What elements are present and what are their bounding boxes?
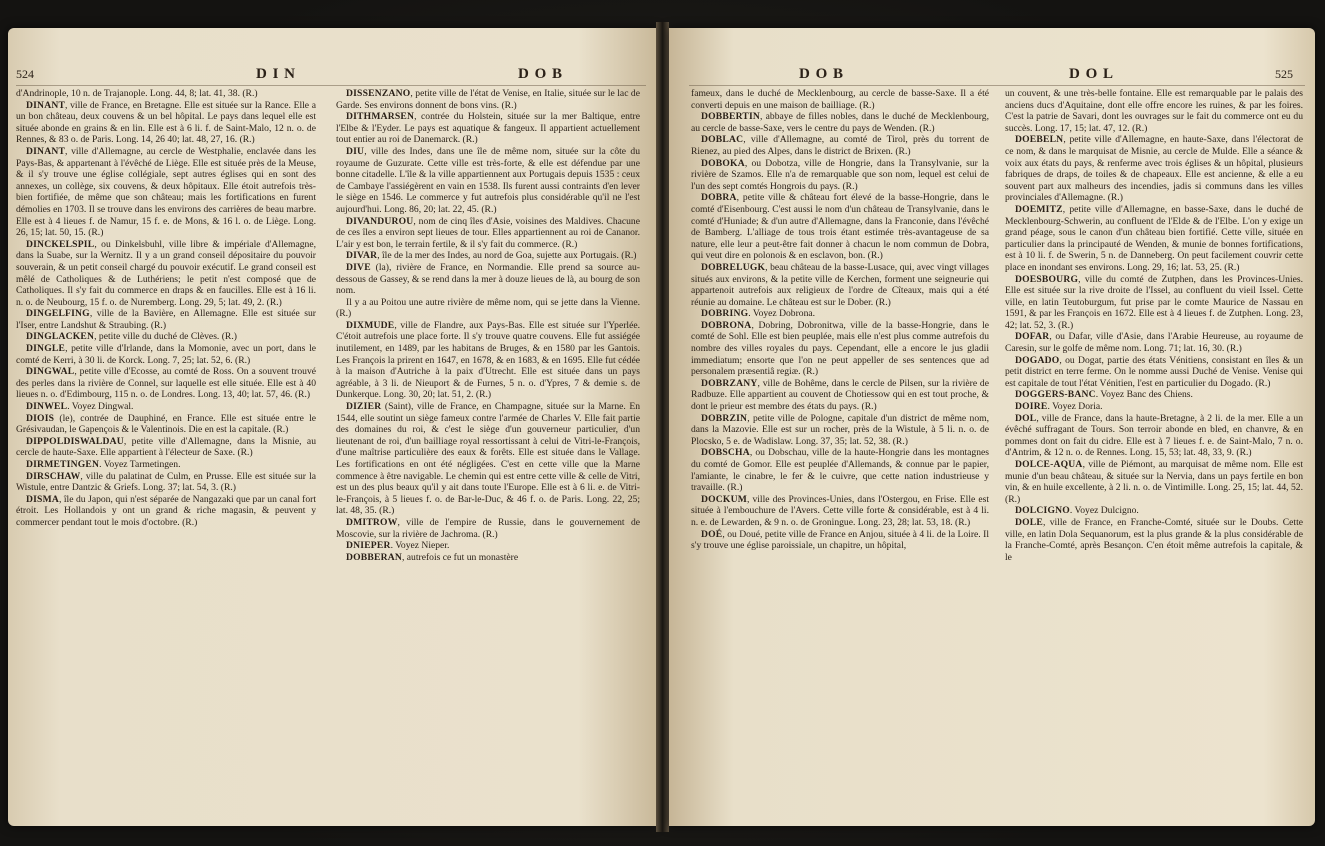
- header-rule: [689, 85, 1305, 86]
- dictionary-entry: [336, 111, 640, 146]
- running-head-left-1: D I N: [256, 66, 297, 82]
- entry-text: , île de la mer des Indes, au nord de Goa, sujette aux Portugais. (R.): [377, 250, 637, 262]
- dictionary-entry: [1005, 355, 1303, 390]
- entry-text: , petite ville d'Allemagne, dans la Misnie, au cercle de haute-Saxe. Elle appartient à l'électeur de Saxe. (R.): [16, 435, 316, 459]
- entry-text: , ville de Bohême, dans le cercle de Pilsen, sur la rivière de Radbuze. Elle appartient au couvent de Chotiessow qui en est tout proche, & dont le prieur est membre des états du pays. (R.): [691, 377, 989, 413]
- book-gutter: [656, 22, 669, 832]
- entry-text: , ville de France, en Franche-Comté, située sur le Doubs. Cette ville, en latin Dola Sequanorum, est la plus grande & la plus considérable de la Franche-Comté, après Besançon. C'en étoit même autrefois la capitale, & le: [1005, 516, 1303, 563]
- dictionary-entry: [691, 529, 989, 552]
- running-head-right-2: D O L: [1069, 66, 1115, 82]
- dictionary-entry: [16, 471, 316, 494]
- entry-headword: DINANT: [26, 99, 66, 111]
- dictionary-entry: [16, 146, 316, 239]
- entry-headword: DOBRZIN: [701, 412, 748, 424]
- entry-text: , ville de l'empire de Russie, dans le gouvernement de Moscovie, sur la rivière de Jachroma. (R.): [336, 516, 640, 540]
- entry-headword: DIXMUDE: [346, 319, 395, 331]
- entry-text: . Voyez Nieper.: [390, 540, 450, 552]
- dictionary-entry: [336, 320, 640, 401]
- entry-headword: DIPPOLDISWALDAU: [26, 435, 124, 447]
- entry-text: , ville des Indes, dans une île de même nom, située sur la côte du royaume de Guzurate. Cette ville est très-forte, & elle est défendue par une bonne citadelle. L'île & la ville appartiennent aux Portugais depuis 1535 : ceux de Cambaye l'assiégèrent en vain en 1538. Ils furent aussi contraints d'en lever le siège en 1546. Le commerce y fut autrefois plus considérable qu'il ne l'est aujourd'hui. Long. 86, 20; lat. 22, 45. (R.): [336, 145, 640, 215]
- entry-headword: DINGLACKEN: [26, 331, 95, 343]
- dictionary-entry: [16, 366, 316, 401]
- dictionary-entry: [1005, 134, 1303, 204]
- dictionary-entry: [1005, 413, 1303, 459]
- entry-text: , ville de la Bavière, en Allemagne. Elle est située sur l'Iser, entre Landshut & Straubing. (R.): [16, 308, 316, 331]
- page-number-left: 524: [16, 67, 34, 81]
- header-rule: [16, 85, 646, 86]
- entry-text: , petite ville d'Irlande, dans la Momonie, avec un port, dans le comté de Kerri, à 30 li. de Korck. Long. 7, 25; lat. 52, 6. (R.): [16, 343, 316, 366]
- entry-text: , ville du comté de Zutphen, dans les Provinces-Unies. Elle est située sur la rive droite de l'Issel, au confluent du vieil Issel. Cette ville, en latin Teutoburgum, fut prise par le comte Maurice de Nassau en 1591, & par les François en 1672. Elle est à 4 lieues f. de Zutphen. Long. 23, 42; lat. 52, 3. (R.): [1005, 273, 1303, 331]
- entry-headword: DOBRA: [701, 192, 737, 204]
- right-column-2: [1005, 88, 1303, 826]
- dictionary-entry: [1005, 401, 1303, 413]
- left-page: [8, 28, 656, 826]
- dictionary-entry: [1005, 274, 1303, 332]
- dictionary-entry: [1005, 517, 1303, 563]
- entry-text: , petite ville & château fort élevé de la basse-Hongrie, dans le comté d'Eisenbourg. C'est aussi le nom d'un château de Transylvanie, dans le comté d'Huniade; & d'un autre d'Allemagne, dans la Franconie, dans l'évêché de Bamberg. L'alliage de tous trois étant estimée très-avantageuse de sa nature, elle leur a peut-être fait donner à chacun le nom commun de Dobra, qui veut dire en polonois & en esclavon, bon. (R.): [691, 192, 989, 262]
- dictionary-entry: [336, 517, 640, 540]
- entry-text: (le), contrée de Dauphiné, en France. Elle est située entre le Grésivaudan, le Gapençois & le Valentinois. Die en est la capitale. (R.): [16, 412, 316, 436]
- entry-text: , petite ville de l'état de Venise, en Italie, située sur le lac de Garde. Ses environs donnent de bons vins. (R.): [336, 88, 640, 111]
- dictionary-entry: [16, 413, 316, 436]
- entry-text: , petite ville d'Ecosse, au comté de Ross. On a souvent trouvé des perles dans la rivière de Connel, sur laquelle est elle située. Elle est à 40 lieues n. o. d'Edimbourg, 115 n. o. de Londres. Long. 13, 40; lat. 57, 46. (R.): [16, 366, 316, 401]
- entry-text: . Voyez Dulcigno.: [1069, 505, 1139, 517]
- dictionary-entry: [691, 494, 989, 529]
- dictionary-entry: [16, 239, 316, 309]
- left-column-1: [16, 88, 316, 826]
- dictionary-entry: [691, 447, 989, 493]
- dictionary-entry: [1005, 459, 1303, 505]
- dictionary-entry: [691, 158, 989, 193]
- entry-headword: DOBRING: [701, 308, 749, 320]
- entry-text: , ville d'Allemagne, au comté de Tirol, près du torrent de Rienez, au pied des Alpes, dans le district de Brixen. (R.): [691, 134, 989, 157]
- entry-headword: DIVAR: [346, 250, 378, 262]
- entry-text: d'Andrinople, 10 n. de Trajanople. Long. 44, 8; lat. 41, 38. (R.): [16, 88, 258, 99]
- entry-headword: DITHMARSEN: [346, 111, 415, 123]
- dictionary-entry: [691, 262, 989, 308]
- dictionary-entry: [1005, 331, 1303, 354]
- left-column-2: [336, 88, 640, 826]
- entry-text: , beau château de la basse-Lusace, qui, avec vingt villages situés aux environs, & la petite ville de Kerchen, forment une seigneurie qui appartenoit autrefois aux religieux de l'ordre de Cîteaux, mais qui a été réunie au domaine. Le château est sur le Dober. (R.): [691, 261, 989, 308]
- dictionary-entry: [16, 494, 316, 529]
- entry-headword: DOEMITZ: [1015, 203, 1063, 215]
- dictionary-entry: [336, 297, 640, 320]
- entry-headword: DOBRONA: [701, 319, 752, 331]
- dictionary-entry: [16, 100, 316, 146]
- dictionary-entry: [691, 378, 989, 413]
- entry-text: , petite ville de Pologne, capitale d'un district de même nom, dans la Mazovie. Elle est sur un rocher, près de la Wistule, à 5 li. n. o. de Plocsko, 5 e. de Wadislaw. Long. 37, 35; lat. 52, 38. (R.): [691, 412, 989, 447]
- dictionary-entry: [16, 401, 316, 413]
- entry-headword: DOLE: [1015, 516, 1043, 528]
- entry-text: un couvent, & une très-belle fontaine. Elle est remarquable par le palais des anciens ducs d'Aquitaine, dont elle offre encore les ruines, & par les foires. C'est la patrie de Savari, dont les ouvrages sur le fait du commerce ont eu du succès. Long. 17, 15; lat. 47, 12. (R.): [1005, 88, 1303, 134]
- entry-text: , ville du palatinat de Culm, en Prusse. Elle est située sur la Wistule, entre Dantzic & Griefs. Long. 37; lat. 54, 3. (R.): [16, 470, 316, 494]
- dictionary-entry: [336, 401, 640, 517]
- dictionary-entry: [691, 134, 989, 157]
- entry-text: (la), rivière de France, en Normandie. Elle prend sa source au-dessous de Gassey, & se rend dans la mer à douze lieues de là, au bourg de son nom.: [336, 261, 640, 297]
- entry-text: , ou Dobotza, ville de Hongrie, dans la Transylvanie, sur la rivière de Szamos. Elle n'a de remarquable que son nom, lequel est celui de l'un des sept comtés Hongrois du pays. (R.): [691, 157, 989, 192]
- dictionary-entry: [691, 320, 989, 378]
- running-head-right-1: D O B: [799, 66, 845, 82]
- entry-text: , île du Japon, qui n'est séparée de Nangazaki que par un canal fort étroit. Les Hollandois y ont un grand & riche magasin, & peuvent y commercer pendant tout le mois d'octobre. (R.): [16, 493, 316, 528]
- entry-text: , ou Dogat, partie des états Vénitiens, consistant en îles & un petit district en terre ferme. On le nomme aussi Duché de Venise. Venise qui est capitale de tout l'état Vénitien, l'est en particulier du Dogado. (R.): [1005, 354, 1303, 389]
- entry-text: Il y a au Poitou une autre rivière de même nom, qui se jette dans la Vienne. (R.): [336, 296, 640, 320]
- entry-headword: DOÉ: [701, 528, 723, 540]
- entry-headword: DOL: [1015, 412, 1037, 424]
- dictionary-entry: [1005, 389, 1303, 401]
- entry-text: , petite ville d'Allemagne, en basse-Saxe, dans le duché de Mecklenbourg-Schwerin, au confluent de l'Elde & de l'Elbe. L'on y exige un grand péage, sous le canon d'un château bien fortifié. Cette ville, située en particulier dans la principauté de Wenden, & munie de bonnes fortifications, est à 10 li. f. de Swerin, 5 n. de Danneberg. On peut facilement couvrir cette place en inondant ses environs. Long. 29, 16; lat. 53, 25. (R.): [1005, 203, 1303, 273]
- right-page: [669, 28, 1315, 826]
- entry-headword: DMITROW: [346, 516, 398, 528]
- entry-text: . Voyez Tarmetingen.: [99, 459, 181, 470]
- entry-text: , ville de France, dans la haute-Bretagne, à 2 li. de la mer. Elle a un évêché suffragant de Tours. Son terroir abonde en bled, en chanvre, & en pommes dont on fait du cidre. Elle est à 7 lieues f. e. de Saint-Malo, 7 n. o. d'Antrim, & 12 n. o. de Rennes. Long. 15, 53; lat. 48, 33, 9. (R.): [1005, 412, 1303, 459]
- dictionary-entry: [16, 343, 316, 366]
- right-column-1: [691, 88, 989, 826]
- entry-text: , contrée du Holstein, située sur la mer Baltique, entre l'Elbe & l'Eyder. Le pays est aquatique & fangeux. Il appartient actuellement tout entier au roi de Danemarck. (R.): [336, 111, 640, 146]
- entry-text: , ville de Flandre, aux Pays-Bas. Elle est située sur l'Yperlée. C'étoit autrefois une place forte. Il s'y trouve quatre couvens. Elle fut assiégée inutilement, en 1489, par les habitans de Bruges, & en 1580 par les Gantois. Les François la prirent en 1647, en 1678, & en 1683, & en 1695. Elle fut cédée à la maison d'Autriche à la paix d'Utrecht. Elle est située dans un pays agréable, à 3 li. de Nieuport & de Furnes, 5 n. o. d'Ypres, 7 & demie s. de Dunkerque. Long. 30, 20; lat. 51, 2. (R.): [336, 319, 640, 401]
- entry-text: . Voyez Banc des Chiens.: [1095, 389, 1193, 401]
- dictionary-entry: [691, 192, 989, 262]
- entry-headword: DOBRZANY: [701, 377, 758, 389]
- entry-text: , ville d'Allemagne, au cercle de Westphalie, enclavée dans les Pays-Bas, & appartenant à l'évêché de Liège. Elle est située près de la Meuse, & il s'y trouve une église collégiale, sept autres églises qui en sont des annexes, un collège, six couvens, & deux hôpitaux. Elle étoit autrefois très-bien fortifiée, de même que son château; mais les fortifications en furent démolies en 1703. Il se trouve dans les environs des carrières de beau marbre. Elle est à 4 lieues f. de Namur, 15 f. e. de Mons, & 16 l. o. de Liège. Long. 26, 15; lat. 50, 15. (R.): [16, 145, 316, 239]
- entry-text: fameux, dans le duché de Mecklenbourg, au cercle de basse-Saxe. Il a été converti depuis en une maison de bailliage. (R.): [691, 88, 989, 111]
- entry-text: , Dobring, Dobronitwa, ville de la basse-Hongrie, dans le comté de Sohl. Elle est bien peuplée, mais elle n'est plus comme autrefois du nombre des villes royales du pays. Cependant, elle a encore le jus gladii immediatum; ensorte que l'on ne peut appeller de ses sentences que ad personalem præsentiâ regiæ. (R.): [691, 319, 989, 378]
- entry-headword: DNIEPER: [346, 540, 391, 552]
- page-number-right: 525: [1275, 67, 1293, 81]
- entry-headword: DIZIER: [346, 401, 382, 413]
- entry-headword: DINGELFING: [26, 308, 90, 320]
- entry-text: , ville de Piémont, au marquisat de même nom. Elle est munie d'un beau château, & située sur la Nervia, dans un pays fertile en bon vin, & en huile excellente, à 2 li. n. o. de Vintimille. Long. 25, 15; lat. 44, 52. (R.): [1005, 459, 1303, 505]
- entry-text: . Voyez Dobrona.: [748, 308, 816, 320]
- entry-headword: DISMA: [26, 493, 59, 505]
- dictionary-entry: [336, 262, 640, 297]
- entry-headword: DOCKUM: [701, 493, 747, 505]
- dictionary-entry: [16, 331, 316, 343]
- entry-headword: DIU: [346, 145, 365, 157]
- dictionary-entry: [336, 250, 640, 262]
- entry-headword: DISSENZANO: [346, 88, 411, 99]
- entry-headword: DIRMETINGEN: [26, 459, 100, 470]
- dictionary-entry: [16, 308, 316, 331]
- entry-headword: DOFAR: [1015, 331, 1050, 343]
- dictionary-entry: [336, 552, 640, 564]
- entry-headword: DOGGERS-BANC: [1015, 389, 1096, 401]
- entry-text: , abbaye de filles nobles, dans le duché de Mecklenbourg, au cercle de basse-Saxe, vers le centre du pays de Wenden. (R.): [691, 111, 989, 134]
- entry-headword: DOBRELUGK: [701, 261, 766, 273]
- entry-text: , ou Dinkelsbuhl, ville libre & impériale d'Allemagne, dans la Suabe, sur la Wernitz. Il y a un grand conseil dépositaire du pouvoir souverain, & un petit conseil chargé du pouvoir exécutif. Le grand conseil est mêlé de Catholiques & de Luthériens; le petit n'est composé que de Catholiques. Il s'y fait du commerce en draps & en faucilles. Elle est à 16 li. n. o. de Neubourg, 15 f. o. de Nuremberg. Long. 29, 5; lat. 49, 2. (R.): [16, 238, 316, 308]
- entry-headword: DOGADO: [1015, 354, 1060, 366]
- entry-headword: DIVANDUROU: [346, 215, 414, 227]
- entry-headword: DIVE: [346, 261, 371, 273]
- entry-headword: DINGLE: [26, 343, 66, 355]
- entry-headword: DINCKELSPIL: [26, 238, 95, 250]
- entry-text: , ou Dobschau, ville de la haute-Hongrie dans les montagnes du comté de Gomor. Elle est peuplée d'Allemands, & connue par le papier, l'amiante, le cinabre, le fer & le cuivre, que cette nation industrieuse y travaille. (R.): [691, 447, 989, 494]
- entry-text: , ou Dafar, ville d'Asie, dans l'Arabie Heureuse, au royaume de Caresin, sur le golfe de même nom. Long. 71; lat. 16, 30. (R.): [1005, 331, 1303, 355]
- entry-text: . Voyez Dingwal.: [67, 401, 134, 413]
- dictionary-entry: [691, 111, 989, 134]
- entry-headword: DOESBOURG: [1015, 273, 1079, 285]
- dictionary-entry: [1005, 204, 1303, 274]
- entry-headword: DOBSCHA: [701, 447, 750, 459]
- dictionary-entry: [336, 216, 640, 251]
- dictionary-entry: [336, 88, 640, 111]
- entry-text: , ville de France, en Bretagne. Elle est située sur la Rance. Elle a un bon château, deux couvens & un bel hôpital. Le pays dans lequel elle est située abonde en grains & en lin. Elle est à 6 li. f. de Saint-Malo, 12 n. o. de Rennes, & 83 o. de Paris. Long. 14, 26 40; lat. 48, 27, 16. (R.): [16, 99, 316, 146]
- entry-headword: DINANT: [26, 145, 66, 157]
- dictionary-entry: [691, 413, 989, 448]
- dictionary-entry: [1005, 505, 1303, 517]
- dictionary-entry: [336, 540, 640, 552]
- entry-text: . Voyez Doria.: [1047, 401, 1103, 413]
- entry-text: , ville des Provinces-Unies, dans l'Ostergou, en Frise. Elle est située à l'embouchure de l'Avers. Cette ville forte & considérable, est à 4 li. n. e. de Lewarden, & 9 n. o. de Groningue. Long. 23, 28; lat. 53, 18. (R.): [691, 493, 989, 528]
- running-head-left-2: D O B: [518, 66, 564, 82]
- entry-headword: DOLCE-AQUA: [1015, 459, 1083, 470]
- entry-headword: DOLCIGNO: [1015, 505, 1070, 517]
- entry-headword: DOBOKA: [701, 157, 745, 169]
- entry-text: , nom de cinq îles d'Asie, voisines des Maldives. Chacune de ces îles a environ sept lieues de tour. Elles appartiennent au roi de Cananor. L'air y est bon, le terrain fertile, & il s'y fait du commerce. (R.): [336, 215, 640, 250]
- dictionary-entry: [336, 146, 640, 216]
- dictionary-entry: [691, 308, 989, 320]
- entry-headword: DOEBELN: [1015, 134, 1064, 146]
- entry-text: (Saint), ville de France, en Champagne, située sur la Marne. En 1544, elle soutint un siège fameux contre l'armée de Charles V. Elle fait partie des domaines du roi, & c'est le siège d'un gouverneur particulier, d'un lieutenant de roi, d'un bailliage royal ressortissant à celui de Vitri-le-François, d'une maîtrise particulière des eaux & forêts. Elle est située dans le Vallage. Les fortifications en ont été négligées. C'est en cette ville que la Marne commence à être navigable. Le chemin qui est entre cette ville & celle de Vitri, est un des plus beaux qu'il y ait dans toute l'Europe. Elle est à 6 li. e. de Vitri-le-François, à 5 lieues f. o. de Bar-le-Duc, & 46 f. o. de Paris. Long. 22, 25; lat. 48, 35. (R.): [336, 401, 640, 517]
- entry-headword: DOBBERAN: [346, 551, 402, 563]
- entry-text: , autrefois ce fut un monastère: [401, 551, 519, 563]
- entry-headword: DIOIS: [26, 412, 55, 424]
- entry-headword: DINGWAL: [26, 366, 75, 378]
- dictionary-entry: [16, 436, 316, 459]
- dictionary-entry: [691, 88, 989, 111]
- entry-text: , petite ville d'Allemagne, en haute-Saxe, dans l'électorat de ce nom, & dans le marquisat de Misnie, au cercle de Mulde. Elle a séance & voix aux états du pays, & renferme avec trois églises & un hôpital, plusieurs fabriques de draps, de toiles & de chapeaux. Elle est ancienne, & elle a eu souvent part aux malheurs des incendies, jadis si communs dans les villes provinciales d'Allemagne. (R.): [1005, 134, 1303, 204]
- entry-headword: DOBBERTIN: [701, 111, 761, 123]
- dictionary-entry: [16, 459, 316, 471]
- entry-text: , petite ville du duché de Clèves. (R.): [94, 331, 237, 343]
- entry-headword: DOIRE: [1015, 401, 1048, 413]
- entry-headword: DINWEL: [26, 401, 68, 413]
- entry-text: , ou Doué, petite ville de France en Anjou, située à 4 li. de la Loire. Il s'y trouve une église paroissiale, un chapitre, un hôpital,: [691, 528, 989, 552]
- dictionary-entry: [16, 88, 316, 100]
- entry-headword: DOBLAC: [701, 134, 744, 146]
- dictionary-entry: [1005, 88, 1303, 134]
- entry-headword: DIRSCHAW: [26, 470, 81, 482]
